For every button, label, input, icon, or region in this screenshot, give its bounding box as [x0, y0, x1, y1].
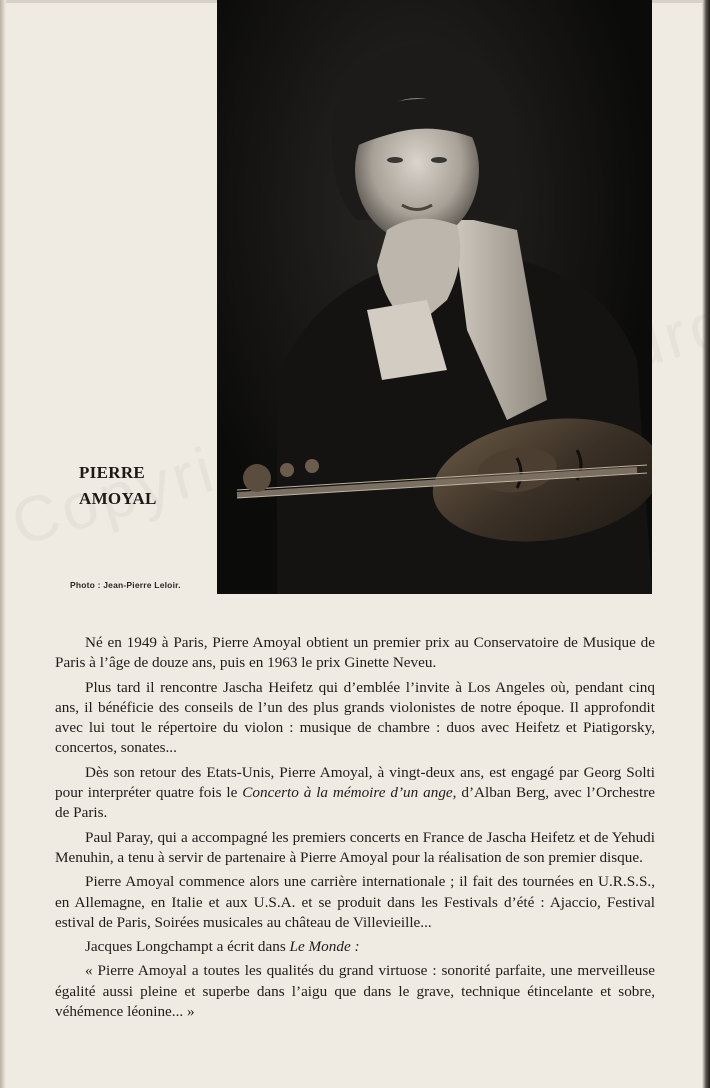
quote-paragraph: « Pierre Amoyal a toutes les qualités du grand virtuose : sonorité parfaite, une merveilleuse égalité aussi pleine et superbe dans l’aigu que dans le grave, technique étincelante et sobre, véhémence léonine... »: [55, 962, 655, 1021]
artist-name: [79, 460, 157, 512]
paragraph: Né en 1949 à Paris, Pierre Amoyal obtient un premier prix au Conservatoire de Musique de Paris à l’âge de douze ans, puis en 1963 le prix Ginette Neveu.: [55, 634, 655, 672]
artist-name-line2: AMOYAL: [79, 489, 157, 508]
paragraph: Dès son retour des Etats-Unis, Pierre Amoyal, à vingt-deux ans, est engagé par Georg Solti pour interpréter quatre fois le Concerto à la mémoire d’un ange, d’Alban Berg, avec l’Orchestre de Paris.: [55, 763, 655, 822]
portrait-illustration: [217, 0, 652, 594]
biography-text: [55, 633, 655, 1026]
paragraph: Pierre Amoyal commence alors une carrière internationale ; il fait des tournées en U.R.S.S., en Allemagne, en Italie et aux U.S.A. et se produit dans les Festivals d’été : Ajaccio, Festival estival de Paris, Soirées musicales au château de Villevieille...: [55, 873, 655, 931]
paragraph: Plus tard il rencontre Jascha Heifetz qui d’emblée l’invite à Los Angeles où, pendant cinq ans, il bénéficie des conseils de l’un des plus grands violonistes de notre époque. Il approfondit avec lui tout le répertoire du violon : musique de chambre : duos avec Heifetz et Piatigorsky, concertos, sonates...: [55, 678, 655, 757]
copyright-watermark: Copyright droits: [3, 264, 710, 560]
portrait-photo: [217, 0, 652, 594]
paragraph: Paul Paray, qui a accompagné les premiers concerts en France de Jascha Heifetz et de Yehudi Menuhin, a tenu à servir de partenaire à Pierre Amoyal pour la réalisation de son premier disque.: [55, 828, 655, 866]
photo-credit: Photo : Jean-Pierre Leloir.: [70, 580, 181, 590]
page-right-edge: [702, 0, 710, 1088]
page-left-edge: [0, 0, 6, 1088]
artist-name-line1: PIERRE: [79, 463, 146, 482]
paragraph: Jacques Longchampt a écrit dans Le Monde :: [85, 938, 360, 956]
